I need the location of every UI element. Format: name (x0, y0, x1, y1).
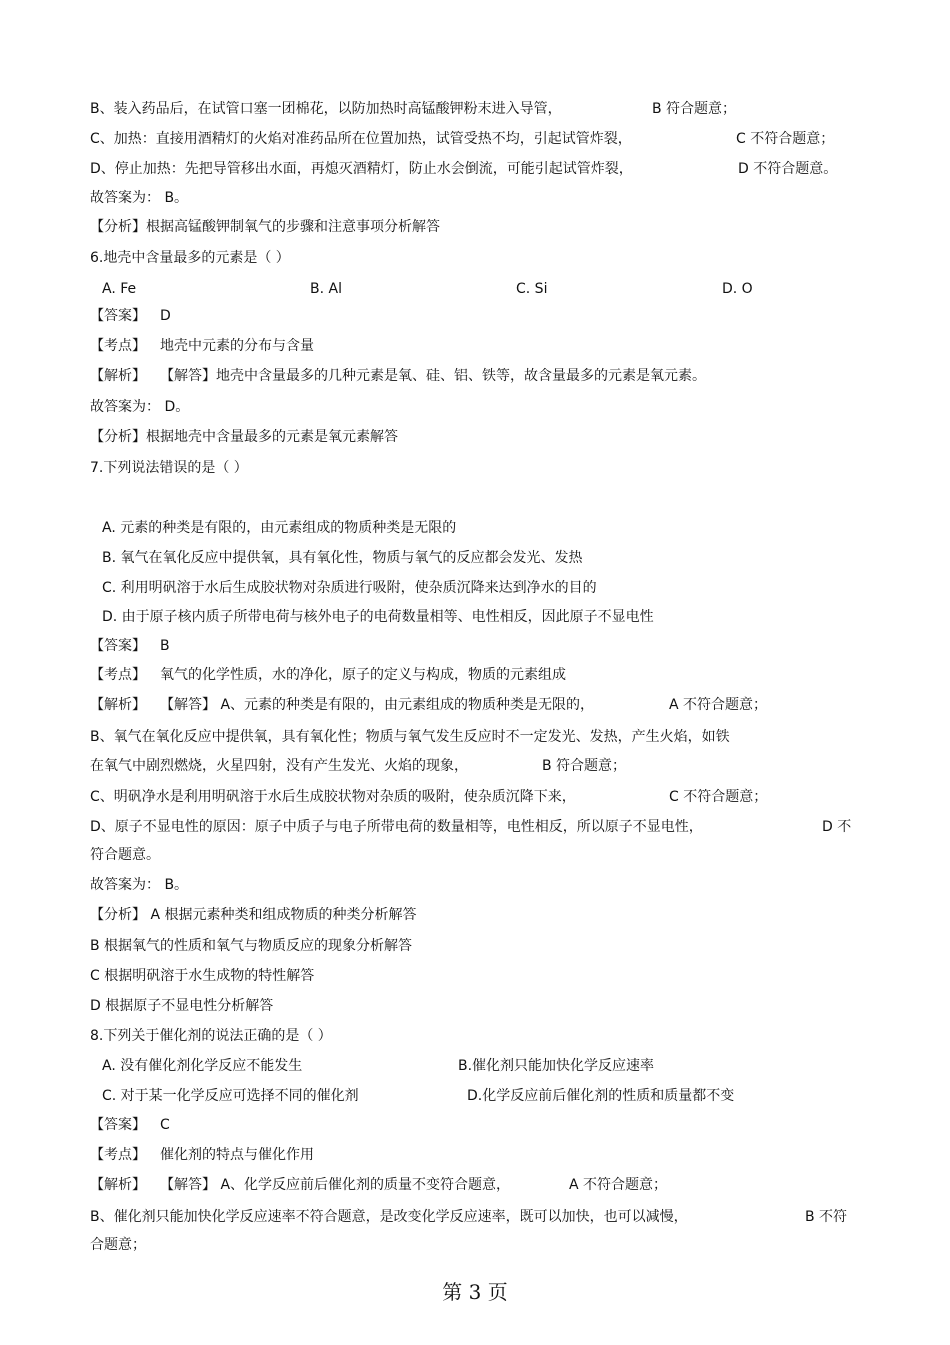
q8-question: 8.下列关于催化剂的说法正确的是（ ） (90, 1028, 332, 1044)
q7-option-d: D. 由于原子核内质子所带电荷与核外电子的电荷数量相等、电性相反，因此原子不显电性 (102, 609, 654, 625)
q8-point-label: 【考点】 (90, 1147, 146, 1163)
q6-answer-label: 【答案】 (90, 308, 146, 324)
q6-point-value: 地壳中元素的分布与含量 (160, 338, 314, 354)
q7-analysis-c: C 根据明矾溶于水生成物的特性解答 (90, 968, 315, 984)
q7-explain (90, 696, 594, 714)
q8-answer (90, 1116, 170, 1134)
q7-explain-a: 【解答】 A、元素的种类是有限的，由元素组成的物质种类是无限的， (160, 697, 595, 713)
q5-analysis: 【分析】根据高锰酸钾制氧气的步骤和注意事项分析解答 (90, 219, 440, 235)
page-number: 第 3 页 (442, 1280, 508, 1304)
q7-verdict-d: D 不 (822, 819, 852, 835)
q7-question: 7.下列说法错误的是（ ） (90, 460, 248, 476)
q7-explain-c: C、明矾净水是利用明矾溶于水后生成胶状物对杂质的吸附，使杂质沉降下来， (90, 789, 576, 805)
q6-explain-label: 【解析】 (90, 368, 146, 384)
q7-explain-label: 【解析】 (90, 697, 146, 713)
q6-explain (90, 367, 706, 385)
q5-option-d-explanation: D、停止加热：先把导管移出水面，再熄灭酒精灯，防止水会倒流，可能引起试管炸裂， (90, 161, 633, 177)
q7-point-value: 氧气的化学性质，水的净化，原子的定义与构成，物质的元素组成 (160, 667, 566, 683)
q8-explain-b2: 合题意； (90, 1237, 146, 1253)
q6-option-d: D. O (722, 281, 753, 297)
q8-answer-value: C (160, 1117, 170, 1133)
q5-answer-line: 故答案为： B。 (90, 190, 189, 206)
q8-option-d: D.化学反应前后催化剂的性质和质量都不变 (467, 1088, 735, 1104)
q7-explain-d2: 符合题意。 (90, 847, 160, 863)
q8-verdict-a: A 不符合题意； (569, 1177, 668, 1193)
q7-analysis-d: D 根据原子不显电性分析解答 (90, 998, 274, 1014)
q6-analysis: 【分析】根据地壳中含量最多的元素是氧元素解答 (90, 429, 398, 445)
q7-verdict-b: B 符合题意； (542, 758, 627, 774)
q7-explain-d1: D、原子不显电性的原因：原子中质子与电子所带电荷的数量相等，电性相反，所以原子不显电性， (90, 819, 703, 835)
q8-explain-label: 【解析】 (90, 1177, 146, 1193)
q7-verdict-c: C 不符合题意； (669, 789, 768, 805)
q6-explain-value: 【解答】地壳中含量最多的几种元素是氧、硅、铝、铁等，故含量最多的元素是氧元素。 (160, 368, 706, 384)
q7-analysis-a: 【分析】 A 根据元素种类和组成物质的种类分析解答 (90, 907, 417, 923)
q7-option-c: C. 利用明矾溶于水后生成胶状物对杂质进行吸附，使杂质沉降来达到净水的目的 (102, 580, 597, 596)
q6-answer-value: D (160, 308, 171, 324)
q7-option-b: B. 氧气在氧化反应中提供氧，具有氧化性，物质与氧气的反应都会发光、发热 (102, 550, 583, 566)
q5-option-b-explanation: B、装入药品后，在试管口塞一团棉花，以防加热时高锰酸钾粉末进入导管， (90, 101, 562, 117)
q6-point (90, 337, 314, 355)
q8-point-value: 催化剂的特点与催化作用 (160, 1147, 314, 1163)
q5-option-c-verdict: C 不符合题意； (736, 131, 835, 147)
q7-point-label: 【考点】 (90, 667, 146, 683)
q7-answer-line: 故答案为： B。 (90, 877, 189, 893)
q5-option-b-verdict: B 符合题意； (652, 101, 737, 117)
q6-question: 6.地壳中含量最多的元素是（ ） (90, 250, 290, 266)
q7-answer-label: 【答案】 (90, 638, 146, 654)
q7-option-a: A. 元素的种类是有限的，由元素组成的物质种类是无限的 (102, 520, 457, 536)
q7-explain-b2: 在氧气中剧烈燃烧，火星四射，没有产生发光、火焰的现象， (90, 758, 468, 774)
q8-explain (90, 1176, 510, 1194)
q7-explain-b1: B、氧气在氧化反应中提供氧，具有氧化性；物质与氧气发生反应时不一定发光、发热，产生火焰，如铁 (90, 729, 730, 745)
q6-answer (90, 307, 171, 325)
q8-point (90, 1146, 314, 1164)
q7-answer-value: B (160, 638, 170, 654)
q6-answer-line: 故答案为： D。 (90, 399, 190, 415)
q6-point-label: 【考点】 (90, 338, 146, 354)
q8-option-b: B.催化剂只能加快化学反应速率 (458, 1058, 655, 1074)
q6-option-a: A. Fe (102, 281, 137, 297)
q5-option-d-verdict: D 不符合题意。 (738, 161, 838, 177)
q8-answer-label: 【答案】 (90, 1117, 146, 1133)
q7-answer (90, 637, 170, 655)
q8-explain-b1: B、催化剂只能加快化学反应速率不符合题意，是改变化学反应速率，既可以加快，也可以减慢， (90, 1209, 688, 1225)
q7-analysis-b: B 根据氧气的性质和氧气与物质反应的现象分析解答 (90, 938, 413, 954)
q7-verdict-a: A 不符合题意； (669, 697, 768, 713)
q6-option-b: B. Al (310, 281, 342, 297)
q8-option-c: C. 对于某一化学反应可选择不同的催化剂 (102, 1088, 359, 1104)
q6-option-c: C. Si (516, 281, 548, 297)
q7-point (90, 666, 566, 684)
q8-option-a: A. 没有催化剂化学反应不能发生 (102, 1058, 303, 1074)
q8-verdict-b: B 不符 (805, 1209, 848, 1225)
q8-explain-a: 【解答】 A、化学反应前后催化剂的质量不变符合题意， (160, 1177, 511, 1193)
q5-option-c-explanation: C、加热：直接用酒精灯的火焰对准药品所在位置加热，试管受热不均，引起试管炸裂， (90, 131, 632, 147)
